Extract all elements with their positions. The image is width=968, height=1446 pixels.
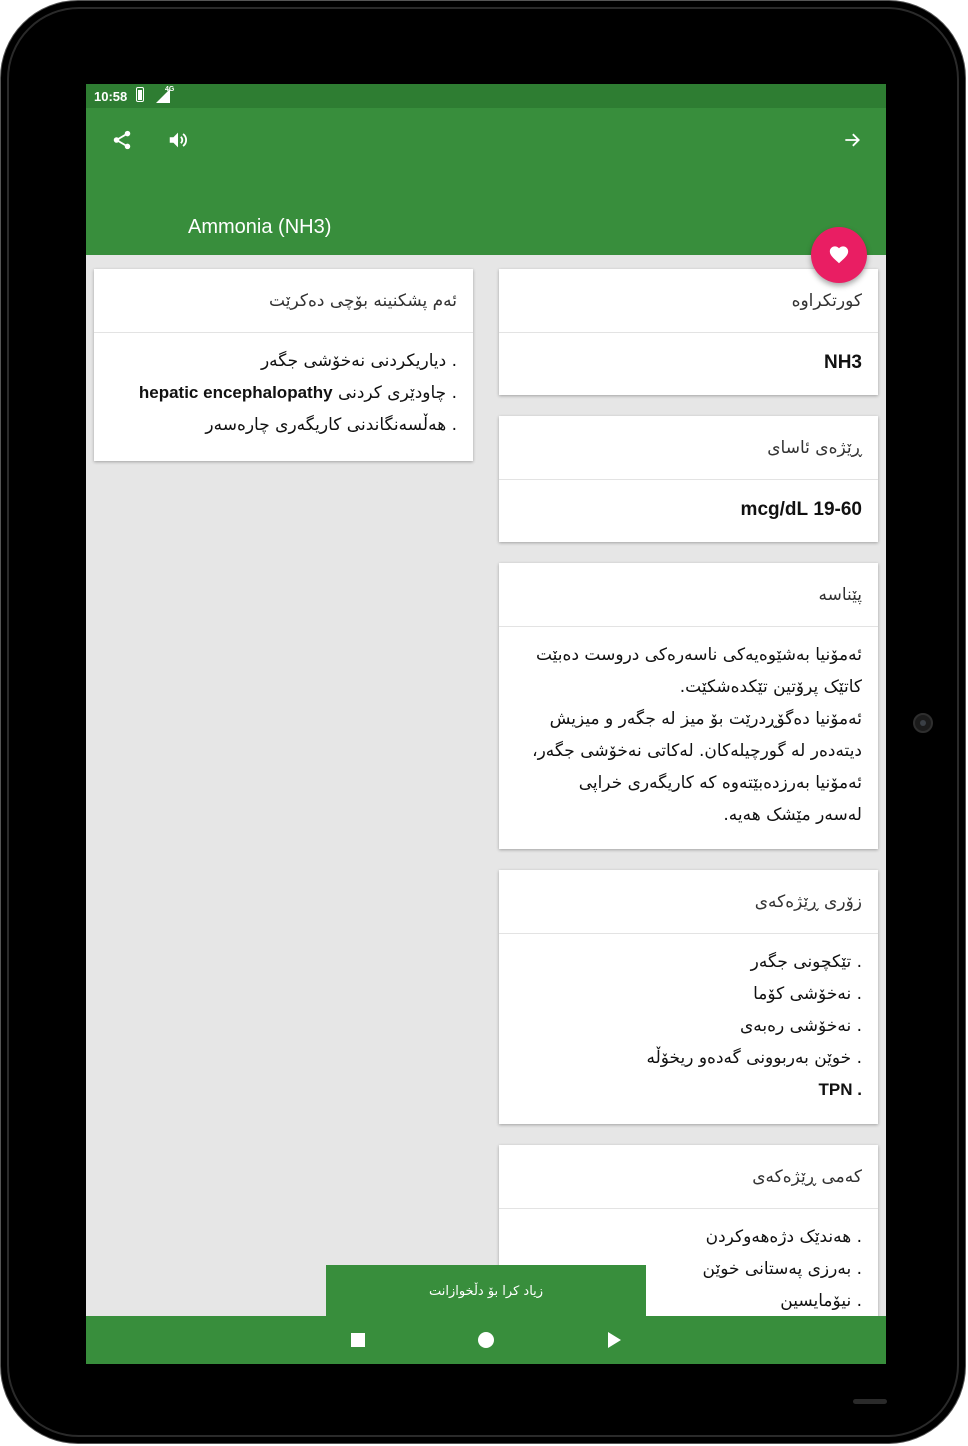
abbreviation-value: NH3 [823, 352, 862, 373]
purpose-line: . دیاریکردنی نەخۆشی جگەر [260, 351, 457, 371]
high-level-line: . TPN [818, 1080, 862, 1099]
normal-range-card [499, 416, 878, 542]
battery-icon [136, 87, 144, 102]
definition-line: ئەمۆنیا دەگۆڕدرێت بۆ میز لە جگەر و میزیش [549, 709, 862, 729]
square-icon[interactable] [346, 1328, 370, 1352]
low-level-line: . نیۆمایسین [780, 1291, 862, 1311]
definition-line: کاتێک پرۆتین تێکدەشکێت. [679, 677, 862, 697]
navigation-bar [86, 1316, 886, 1364]
definition-body [499, 627, 878, 843]
purpose-line: . هەڵسەنگاندنی کاریگەری چارەسەر [205, 415, 457, 435]
volume-icon[interactable] [164, 126, 192, 154]
definition-heading: پێناسە [499, 563, 878, 627]
high-level-line: . تێکچونی جگەر [750, 952, 862, 972]
abbreviation-heading: کورتکراوە [499, 269, 878, 333]
low-level-heading: کەمی ڕێژەکەی [499, 1145, 878, 1209]
status-bar [86, 84, 886, 108]
definition-line: لەسەر مێشک هەیە. [723, 805, 862, 825]
share-icon[interactable] [108, 126, 136, 154]
low-level-line: . هەندێک دژەهەوکردن [705, 1227, 862, 1247]
normal-range-heading: ڕێژەی ئاسای [499, 416, 878, 480]
normal-range-body [499, 480, 878, 538]
high-level-line: . نەخۆشی کۆما [753, 984, 862, 1004]
high-level-line: . نەخۆشی رەبەی [739, 1016, 862, 1036]
definition-card [499, 563, 878, 849]
app-screen [86, 84, 886, 1364]
purpose-line-term: hepatic encephalopathy [138, 383, 333, 402]
definition-line: دیتەدەر لە گورچیلەکان. لەکاتی نەخۆشی جگەر، [532, 741, 862, 761]
page-title: Ammonia (NH3) [188, 216, 332, 238]
heart-icon [828, 244, 850, 266]
toast-message: زیاد کرا بۆ دڵخوازانت [326, 1265, 646, 1317]
definition-line: ئەمۆنیا بەشێوەیەکی ناسەرەکی دروست دەبێت [535, 645, 862, 665]
high-level-body [499, 934, 878, 1118]
purpose-line [110, 377, 457, 409]
purpose-heading: ئەم پشکنینە بۆچی دەکرێت [94, 269, 473, 333]
high-level-heading: زۆری ڕێژەکەی [499, 870, 878, 934]
app-bar [86, 108, 886, 255]
abbreviation-card [499, 269, 878, 395]
favorite-button[interactable] [811, 227, 867, 283]
purpose-card [94, 269, 473, 461]
definition-line: ئەمۆنیا بەرزدەبێتەوە کە کاریگەری خراپی [578, 773, 862, 793]
normal-range-value: 19-60 mcg/dL [740, 499, 862, 520]
front-camera [913, 713, 933, 733]
status-time: 10:58 [94, 89, 128, 104]
triangle-icon[interactable] [602, 1328, 626, 1352]
circle-icon[interactable] [474, 1328, 498, 1352]
purpose-body [94, 333, 473, 453]
high-level-line: . خوێن بەربوونی گەدەو ریخۆڵە [646, 1048, 862, 1068]
abbreviation-body [499, 333, 878, 391]
speaker-slot [853, 1399, 887, 1404]
purpose-line-text: . چاودێری کردنی [332, 383, 457, 403]
network-type: 4G [165, 86, 175, 93]
high-level-card [499, 870, 878, 1124]
low-level-line: . بەرزی پەستانی خوێن [702, 1259, 862, 1279]
arrow-forward-icon[interactable] [838, 126, 866, 154]
